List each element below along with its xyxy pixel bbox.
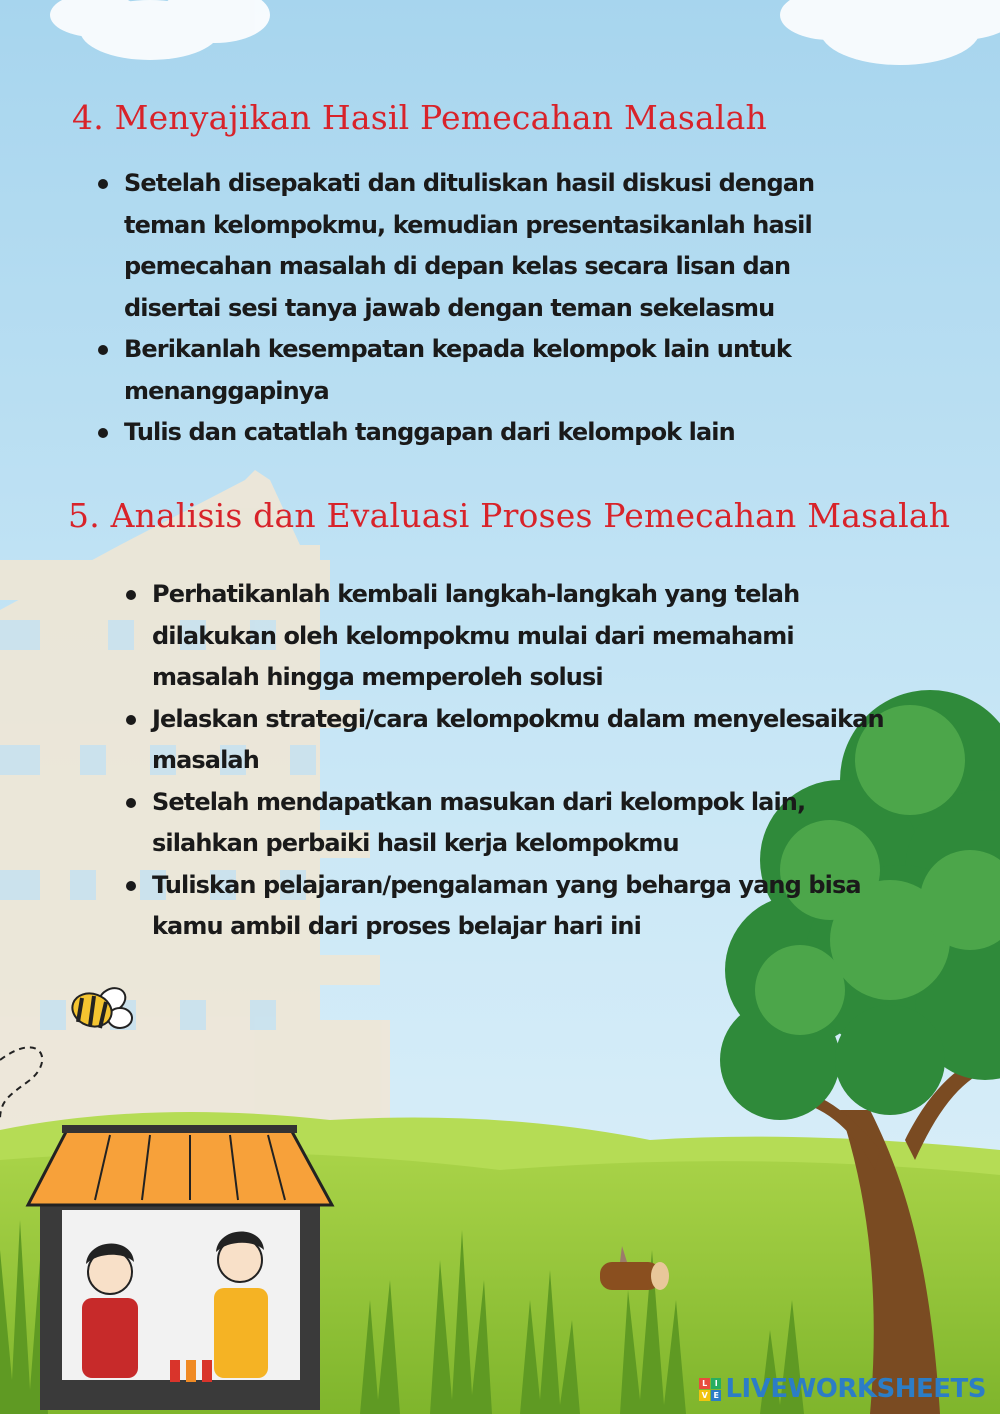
list-item: Jelaskan strategi/cara kelompokmu dalam menyelesaikan masalah (152, 699, 892, 782)
logo-letter: L (699, 1378, 710, 1389)
section-5-heading: 5. Analisis dan Evaluasi Proses Pemecahan Masalah (68, 496, 951, 535)
logo-letter: V (699, 1390, 710, 1401)
cook-figure (82, 1243, 138, 1378)
section-4-heading: 4. Menyajikan Hasil Pemecahan Masalah (72, 98, 767, 137)
liveworksheets-watermark (699, 1374, 986, 1404)
section-4-list (124, 163, 884, 454)
list-item: Tulis dan catatlah tanggapan dari kelompok lain (124, 412, 884, 454)
list-item: Tuliskan pelajaran/pengalaman yang beharga yang bisa kamu ambil dari proses belajar hari ini (152, 865, 892, 948)
logo-letter: I (711, 1378, 722, 1389)
logo-letter: E (711, 1390, 722, 1401)
list-item: Setelah mendapatkan masukan dari kelompok lain, silahkan perbaiki hasil kerja kelompokmu (152, 782, 892, 865)
section-5-list (152, 574, 892, 948)
list-item: Perhatikanlah kembali langkah-langkah yang telah dilakukan oleh kelompokmu mulai dari memahami masalah hingga memperoleh solusi (152, 574, 892, 699)
food-stall (28, 1125, 332, 1410)
list-item: Setelah disepakati dan dituliskan hasil diskusi dengan teman kelompokmu, kemudian presentasikanlah hasil pemecahan masalah di depan kelas secara lisan dan disertai sesi tanya jawab dengan teman sekelasmu (124, 163, 884, 329)
cook-figure (214, 1231, 268, 1378)
list-item: Berikanlah kesempatan kepada kelompok lain untuk menanggapinya (124, 329, 884, 412)
watermark-text: LIVEWORKSHEETS (725, 1374, 986, 1404)
liveworksheets-logo-icon (699, 1378, 721, 1400)
